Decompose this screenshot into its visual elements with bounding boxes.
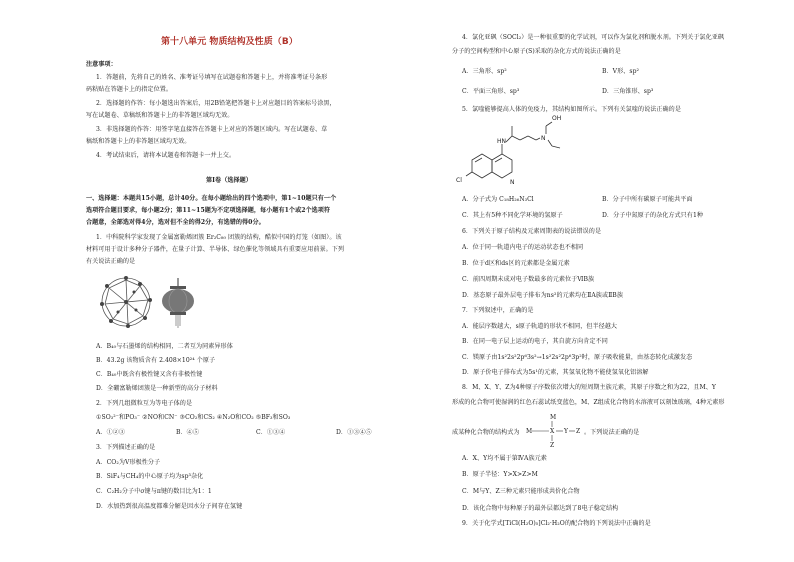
q7-option: A．能层序数越大，s原子轨道的形状不相同，但半径越大 <box>462 323 618 330</box>
q4-option: B．V形、sp² <box>602 68 640 75</box>
question-1-stem: 有关说法正确的是 <box>86 258 136 265</box>
section-intro: 一、选择题：本题共15小题，总计40分。在每小题给出的四个选项中，第1~10题只有一个 <box>86 195 337 202</box>
notice-line: 2．选择题的作答：每小题选出答案后，用2B铅笔把答题卡上对应题目的答案标号涂黑， <box>96 100 336 107</box>
q2-items: ①SO₃²⁻和PO₃⁻ ②NO和CN⁻ ③CO₂和CS₂ ④N₂O和CO₂ ⑤BF₃和SO₃ <box>96 414 291 421</box>
q3-option: A．CO₂为V形极性分子 <box>96 459 161 466</box>
question-9-stem: 9．关于化学式[TiCl(H₂O)₅]Cl₂·H₂O的配合物的下列说法中正确的是 <box>462 520 651 527</box>
q4-option: A．三角形、sp² <box>462 68 507 75</box>
notice-heading: 注意事项： <box>86 61 117 68</box>
notice-line: 码粘贴在答题卡上的指定位置。 <box>86 86 173 93</box>
q8-formula-suffix: 。下列说法正确的是 <box>584 429 640 436</box>
notice-line: 稿纸和答题卡上的非答题区域均无效。 <box>86 138 191 145</box>
q4-option: D．三角锥形、sp³ <box>602 88 654 95</box>
n-label: N <box>541 135 546 142</box>
q3-option: C．C₂H₂分子中σ键与π键的数目比为1：1 <box>96 488 212 495</box>
q5-option: D．分子中氮原子的杂化方式只有1种 <box>602 212 704 219</box>
q8-option: A．X、Y均不属于第ⅣA族元素 <box>462 455 547 462</box>
notice-line: 1．答题前，先将自己的姓名、准考证号填写在试题卷和答题卡上，并将准考证号条形 <box>96 74 328 81</box>
q2-option: C．①③④ <box>256 429 286 436</box>
q5-option: C．其上有5种不同化学环境的氢原子 <box>462 212 563 219</box>
notice-line: 4．考试结束后，请将本试题卷和答题卡一并上交。 <box>96 152 236 159</box>
q6-option: A．位于同一轨道内电子的运动状态也不相同 <box>462 244 584 251</box>
q1-option: D．全硼富勒烯团簇是一种新型的高分子材料 <box>96 385 218 392</box>
left-column <box>86 0 402 562</box>
q5-option: A．分子式为 C₁₈H₂₆N₃Cl <box>462 196 534 203</box>
q8-formula-prefix: 成某种化合物的结构式为 <box>452 429 520 436</box>
question-2-stem: 2．下列几组微粒互为等电子体的是 <box>96 400 193 407</box>
q8-option: B．原子半径：Y>X>Z>M <box>462 471 538 478</box>
question-7-stem: 7．下列叙述中，正确的是 <box>462 307 534 314</box>
question-6-stem: 6．下列关于原子结构及元素周期表的说法错误的是 <box>462 228 602 235</box>
formula-m-left: M <box>526 428 533 435</box>
q3-option: D．水加热到很高温度都难分解是因水分子间存在氢键 <box>96 503 243 510</box>
section-intro: 选项符合题目要求，每小题2分；第11~15题为不定项选择题，每小题有1个或2个选项符 <box>86 207 331 214</box>
q2-option: D．①③④⑤ <box>336 429 372 436</box>
q7-option: B．在同一电子层上运动的电子，其自旋方向肯定不同 <box>462 338 608 345</box>
lantern-icon <box>162 278 194 328</box>
formula-x: X <box>550 428 555 435</box>
q8-structural-formula <box>524 412 582 450</box>
q6-option: C．前四周期未成对电子数最多的元素位于ⅥB族 <box>462 276 595 283</box>
section-intro: 合题意，全部选对得4分，选对但不全的得2分，有选错的得0分。 <box>86 219 265 226</box>
oh-label: OH <box>552 115 562 122</box>
question-8-stem: 形成的化合物可使湿润的红色石蕊试纸变蓝色，M、Z组成化合物的水溶液可以刻蚀玻璃，4种元素形 <box>452 399 725 406</box>
q3-option: B．SiF₄与CH₄的中心原子均为sp³杂化 <box>96 473 204 480</box>
question-8-stem: 8．M、X、Y、Z为4种原子序数依次增大的短周期主族元素，其原子序数之和为22，且M、Y <box>462 384 716 391</box>
q5-option: B．分子中所有碳原子可能共平面 <box>602 196 693 203</box>
q8-option: C．M与Y、Z三种元素只能形成共价化合物 <box>462 488 580 495</box>
chloroquine-structure <box>452 112 572 192</box>
question-1-stem: 1．中科院科学家发现了金属富勒烯团簇 Er₂C₈₀ 团簇的结构，酷似中国的灯笼（如图）。该 <box>96 234 342 241</box>
question-4-stem: 4．氯化亚砜（SOCl₂）是一种很重要的化学试剂，可以作为氯化剂和脱水剂。下列关于氯化亚砜 <box>462 34 725 41</box>
q6-option: D．基态原子最外层电子排布为ns²的元素均在ⅡA族或ⅡB族 <box>462 292 623 299</box>
page-title: 第十八单元 物质结构及性质（B） <box>161 37 298 47</box>
notice-line: 写在试题卷、草稿纸和答题卡上的非答题区域均无效。 <box>86 112 234 119</box>
formula-m-top: M <box>550 414 557 421</box>
q6-option: B．位于d区和ds区的元素都是金属元素 <box>462 260 570 267</box>
formula-z-bottom: Z <box>550 442 555 449</box>
section-title: 第Ⅰ卷（选择题） <box>206 177 252 184</box>
q1-option: C．B₄₀中既含有极性键又含有非极性键 <box>96 371 203 378</box>
ring-n-label: N <box>510 179 515 186</box>
q4-option: C．平面三角形、sp³ <box>462 88 520 95</box>
formula-z-right: Z <box>576 428 581 435</box>
q7-option: C．镁原子由1s²2s²2p⁶3s²→1s²2s²2p⁶3p²时，原子吸收能量，由基态转化成激发态 <box>462 354 693 361</box>
notice-line: 3．非选择题的作答：用签字笔直接答在答题卡上对应的答题区域内。写在试题卷、草 <box>96 126 328 133</box>
q8-option: D．该化合物中每种原子的最外层都达到了8电子稳定结构 <box>462 505 619 512</box>
q2-option: B．④⑤ <box>176 429 199 436</box>
q2-option: A．①②③ <box>96 429 126 436</box>
question-3-stem: 3．下列描述正确的是 <box>96 444 156 451</box>
fullerene-lantern-figure <box>96 272 206 334</box>
right-column <box>452 0 762 562</box>
q1-option: A．B₄₀与石墨烯的结构相同，二者互为同素异形体 <box>96 343 233 350</box>
q1-option: B．43.2g 该物质含有 2.408×10²⁴ 个原子 <box>96 357 216 364</box>
q7-option: D．原子价电子排布式为5s¹的元素，其氢氧化物不能使氢氧化铝溶解 <box>462 369 649 376</box>
question-4-stem: 分子的空间构型和中心原子(S)采取的杂化方式的说法正确的是 <box>452 48 621 55</box>
formula-y: Y <box>564 428 568 435</box>
question-1-stem: 材料可用于设计多种分子器件，在量子计算、半导体、绿色催化等领域具有重要应用前景。下列 <box>86 246 345 253</box>
question-5-stem: 5．氯喹能够提高人体的免疫力，其结构如图所示。下列有关氯喹的说法正确的是 <box>462 106 681 113</box>
hn-label: HN <box>497 138 506 145</box>
cl-label: Cl <box>456 177 462 184</box>
